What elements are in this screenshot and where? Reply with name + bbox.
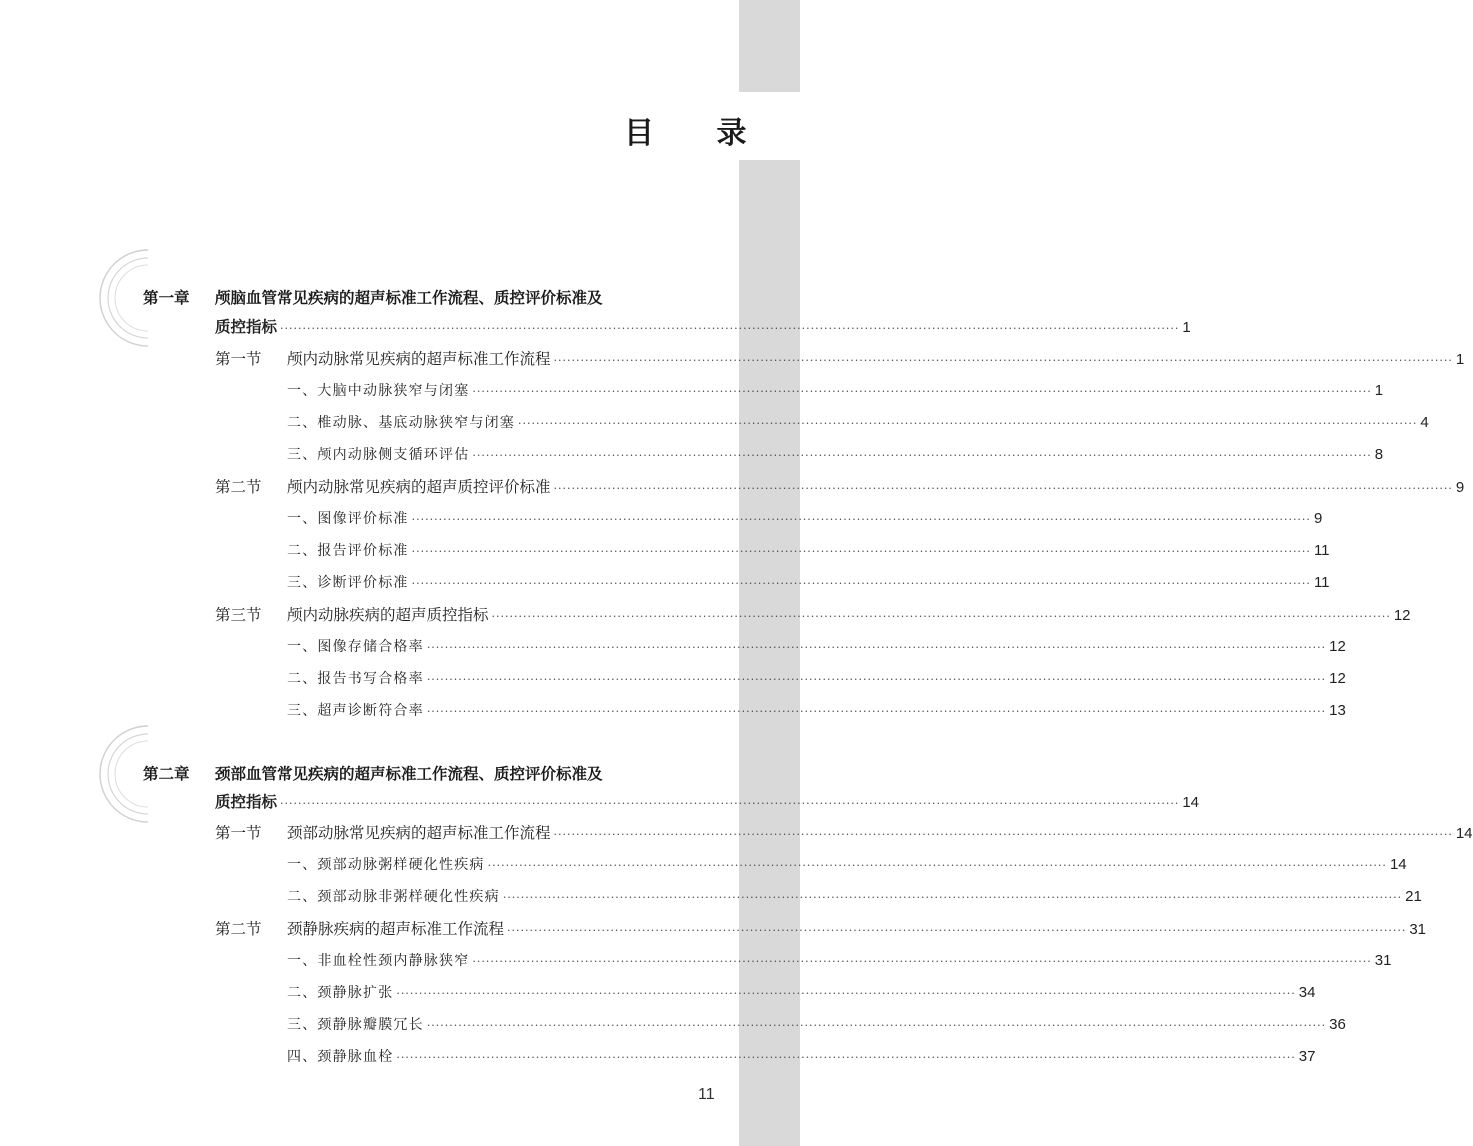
toc-section-row[interactable] [215,476,1465,498]
toc-chapter-row[interactable] [215,791,1200,813]
toc-item-row[interactable] [287,572,1330,594]
toc-item-row[interactable] [287,508,1323,530]
item-title: 一、颈部动脉粥样硬化性疾病 [287,857,485,873]
leader-dots: ········································································································································································································ [553,828,1453,841]
toc-item-row[interactable] [287,444,1384,466]
chapter-title: 颅脑血管常见疾病的超声标准工作流程、质控评价标准及 [215,289,603,307]
leader-dots: ········································································································································································································ [426,641,1327,654]
page-ref: 11 [1313,542,1330,559]
section-number: 第二节 [215,478,262,496]
leader-dots: ········································································································································································································ [491,610,1391,623]
toc-item-row[interactable] [287,1014,1346,1036]
item-title: 二、报告评价标准 [287,543,409,559]
leader-dots: ········································································································································································································ [396,1051,1296,1064]
toc-section-row[interactable] [215,604,1411,626]
item-title: 一、非血栓性颈内静脉狭窄 [287,953,470,969]
page-ref: 11 [1313,574,1330,591]
section-title: 颅内动脉常见疾病的超声质控评价标准 [287,478,551,496]
toc-item-row[interactable] [287,1046,1316,1068]
toc-section-row[interactable] [215,348,1465,370]
chapter-title-cont: 质控指标 [215,318,278,336]
toc-section-row[interactable] [215,918,1427,940]
page-ref: 4 [1420,414,1429,431]
page-ref: 34 [1298,984,1316,1001]
toc-item-row[interactable] [287,668,1346,690]
leader-dots: ········································································································································································································ [411,545,1311,558]
item-title: 三、超声诊断符合率 [287,703,424,719]
section-number: 第二节 [215,920,262,938]
leader-dots: ········································································································································································································ [411,513,1311,526]
leader-dots: ········································································································································································································ [411,577,1311,590]
side-tab-top [739,0,800,92]
toc-item-row[interactable] [287,636,1346,658]
toc-section-row[interactable] [215,822,1473,844]
page-ref: 31 [1374,952,1392,969]
item-title: 三、诊断评价标准 [287,575,409,591]
section-title: 颈静脉疾病的超声标准工作流程 [287,920,505,938]
page-ref: 1 [1455,351,1465,368]
item-title: 三、颈静脉瓣膜冗长 [287,1017,424,1033]
item-title: 一、图像评价标准 [287,511,409,527]
toc-item-row[interactable] [287,380,1384,402]
chapter-label: 第一章 [143,289,190,307]
section-number: 第一节 [215,824,262,842]
section-number: 第三节 [215,606,262,624]
item-title: 三、颅内动脉侧支循环评估 [287,447,470,463]
item-title: 二、颈部动脉非粥样硬化性疾病 [287,889,500,905]
page-ref: 1 [1374,382,1384,399]
page-ref: 12 [1329,670,1346,687]
leader-dots: ········································································································································································································ [487,859,1387,872]
leader-dots: ········································································································································································································ [472,385,1372,398]
leader-dots: ········································································································································································································ [518,417,1418,430]
page-ref: 14 [1182,794,1200,811]
leader-dots: ········································································································································································································ [507,924,1407,937]
chapter-title-cont: 质控指标 [215,793,278,811]
page-ref: 1 [1182,319,1191,336]
chapter-title: 颈部血管常见疾病的超声标准工作流程、质控评价标准及 [215,765,603,783]
page-ref: 9 [1313,510,1323,527]
page-ref: 13 [1329,702,1346,719]
page-ref: 21 [1405,888,1422,905]
item-title: 一、大脑中动脉狭窄与闭塞 [287,383,470,399]
toc-item-row[interactable] [287,700,1346,722]
leader-dots: ········································································································································································································ [502,891,1403,904]
page-title: 目 录 [624,116,773,151]
leader-dots: ········································································································································································································ [280,322,1180,335]
page-ref: 31 [1409,921,1427,938]
page-ref: 14 [1455,825,1473,842]
toc-chapter-row[interactable] [215,316,1191,338]
page-ref: 8 [1374,446,1384,463]
leader-dots: ········································································································································································································ [472,955,1372,968]
toc-item-row[interactable] [287,540,1330,562]
leader-dots: ········································································································································································································ [426,673,1327,686]
page-ref: 14 [1389,856,1407,873]
item-title: 一、图像存储合格率 [287,639,424,655]
toc-item-row[interactable] [287,854,1407,876]
item-title: 二、椎动脉、基底动脉狭窄与闭塞 [287,415,515,431]
toc-item-row[interactable] [287,982,1316,1004]
leader-dots: ········································································································································································································ [553,354,1453,367]
page-ref: 37 [1298,1048,1316,1065]
section-number: 第一节 [215,350,262,368]
chapter-label: 第二章 [143,765,190,783]
item-title: 四、颈静脉血栓 [287,1049,394,1065]
leader-dots: ········································································································································································································ [280,797,1180,810]
leader-dots: ········································································································································································································ [472,449,1372,462]
section-title: 颈部动脉常见疾病的超声标准工作流程 [287,824,551,842]
section-title: 颅内动脉常见疾病的超声标准工作流程 [287,350,551,368]
page-ref: 9 [1455,479,1465,496]
toc-item-row[interactable] [287,886,1422,908]
page-ref: 36 [1329,1016,1346,1033]
toc-item-row[interactable] [287,412,1429,434]
toc-item-row[interactable] [287,950,1392,972]
page-number: 11 [698,1086,715,1103]
leader-dots: ········································································································································································································ [426,1019,1327,1032]
leader-dots: ········································································································································································································ [426,705,1327,718]
leader-dots: ········································································································································································································ [553,482,1453,495]
page-ref: 12 [1329,638,1346,655]
page-ref: 12 [1393,607,1411,624]
item-title: 二、颈静脉扩张 [287,985,394,1001]
leader-dots: ········································································································································································································ [396,987,1296,1000]
item-title: 二、报告书写合格率 [287,671,424,687]
section-title: 颅内动脉疾病的超声质控指标 [287,606,489,624]
